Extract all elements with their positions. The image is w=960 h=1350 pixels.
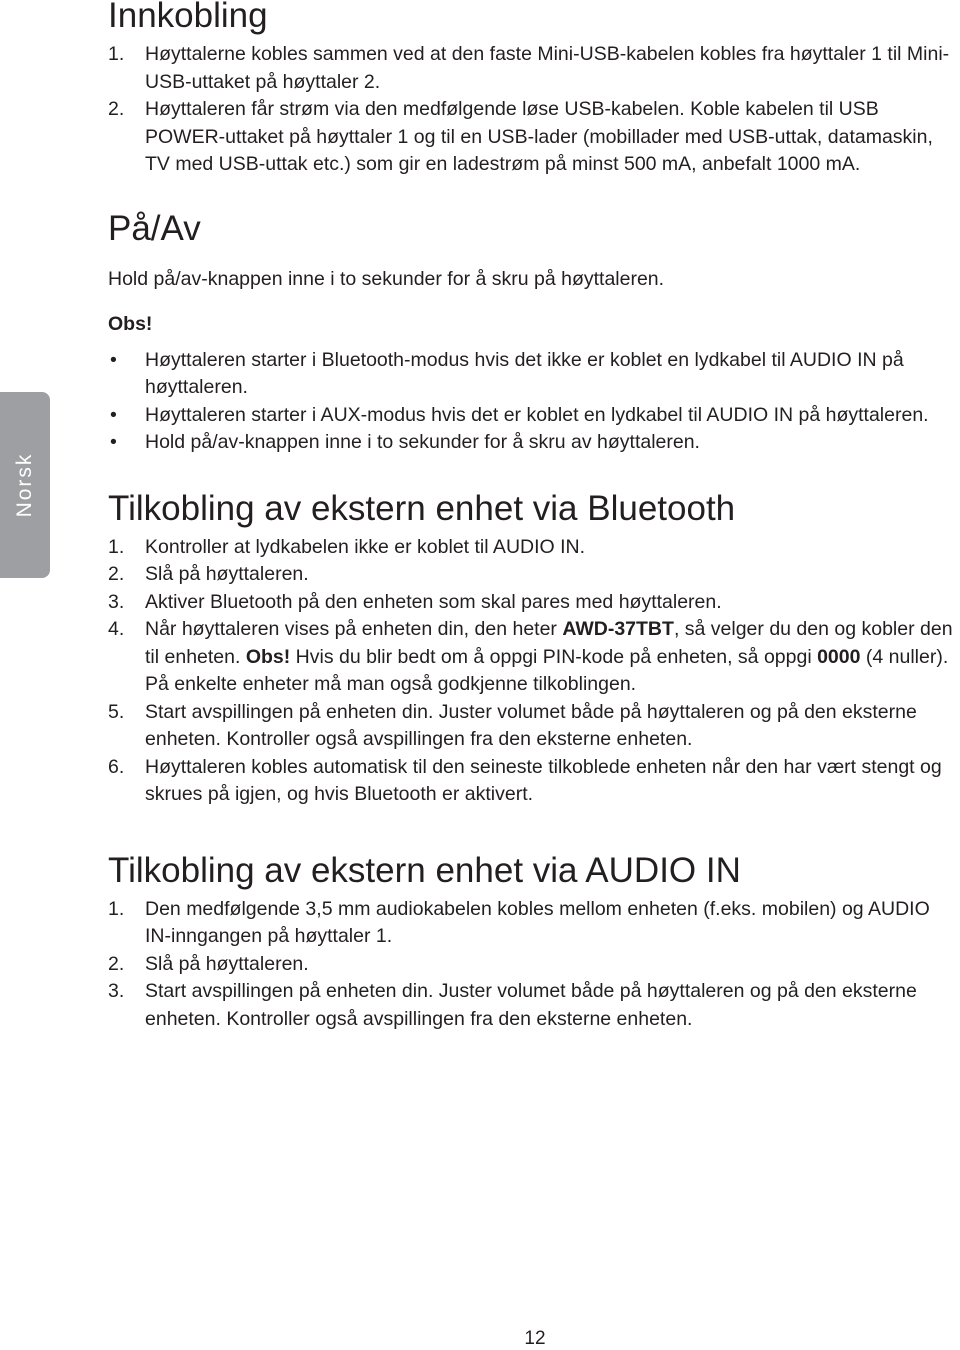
list-item	[108, 699, 960, 754]
list-item-number: 2.	[108, 563, 125, 585]
list-item-number: 4.	[108, 618, 125, 640]
list-item	[108, 754, 960, 809]
list-item-number: 1.	[108, 535, 125, 558]
bullet-text: Høyttaleren starter i Bluetooth-modus hvis det ikke er koblet en lydkabel til AUDIO IN på høyttaleren.	[145, 348, 904, 398]
list-item-number: 6.	[108, 755, 125, 778]
section-title-paav: På/Av	[108, 208, 201, 248]
list-item-number: 3.	[108, 590, 125, 613]
list-item-number: 1.	[108, 43, 125, 65]
list-item-text: , så velger du den og kobler den til enheten.	[145, 618, 953, 668]
list-item-text: Aktiver Bluetooth på den enheten som skal pares med høyttaleren.	[145, 590, 722, 613]
list-item-text: Høyttaleren kobles automatisk til den seineste tilkoblede enheten når den har vært stengt og skrues på igjen, og hvis Bluetooth er aktivert.	[145, 755, 942, 805]
pin-code: 0000	[817, 645, 861, 668]
list-item	[108, 951, 960, 979]
list-item-number: 2.	[108, 952, 125, 975]
list-item-text: Start avspillingen på enheten din. Juster volumet både på høyttaleren og på den eksterne enheten. Kontroller også avspillingen fra den eksterne enheten.	[145, 700, 917, 750]
list-item-text: (4 nuller). På enkelte enheter må man også godkjenne tilkoblingen.	[145, 645, 949, 695]
bullet-icon: •	[110, 348, 117, 371]
bullet-icon: •	[110, 403, 117, 426]
list-item-text: Start avspillingen på enheten din. Juster volumet både på høyttaleren og på den eksterne enheten. Kontroller også avspillingen fra den eksterne enheten.	[145, 980, 917, 1030]
section-title-innkobling: Innkobling	[108, 0, 268, 35]
list-item-number: 1.	[108, 897, 125, 920]
list-item-text: Høyttalerne kobles sammen ved at den faste Mini-USB-kabelen kobles fra høyttaler 1 til Mini-USB-uttaket på høyttaler 2.	[145, 43, 950, 93]
bullet-item	[108, 429, 960, 457]
list-item	[108, 561, 960, 589]
audio-in-list	[108, 896, 960, 1034]
bullet-text: Høyttaleren starter i AUX-modus hvis det er koblet en lydkabel til AUDIO IN på høyttaleren.	[145, 403, 929, 426]
innkobling-list	[108, 41, 960, 179]
list-item	[108, 896, 960, 951]
bullet-icon: •	[110, 431, 117, 453]
list-item-number: 3.	[108, 980, 125, 1002]
language-tab-label: Norsk	[13, 452, 36, 518]
bullet-item	[108, 347, 960, 402]
section-title-audio-in: Tilkobling av ekstern enhet via AUDIO IN	[108, 850, 741, 890]
obs-label: Obs!	[108, 313, 153, 335]
list-item-text: Slå på høyttaleren.	[145, 563, 309, 585]
bullet-text: Hold på/av-knappen inne i to sekunder for å skru av høyttaleren.	[145, 431, 700, 453]
bullet-item	[108, 402, 960, 430]
language-tab	[0, 392, 50, 578]
list-item	[108, 616, 960, 699]
list-item-text: Når høyttaleren vises på enheten din, den heter	[145, 618, 563, 640]
list-item-number: 5.	[108, 700, 125, 723]
page-content	[108, 0, 960, 1033]
list-item-text: Kontroller at lydkabelen ikke er koblet til AUDIO IN.	[145, 535, 586, 558]
list-item-text: Slå på høyttaleren.	[145, 952, 309, 975]
list-item-text: Høyttaleren får strøm via den medfølgende løse USB-kabelen. Koble kabelen til USB POWER-uttaket på høyttaler 1 og til en USB-lader (mobillader med USB-uttak, datamaskin, TV med USB-uttak etc.) som gir en ladestrøm på minst 500 mA, anbefalt 1000 mA.	[145, 98, 933, 175]
list-item	[108, 589, 960, 617]
list-item	[108, 534, 960, 562]
list-item	[108, 41, 960, 96]
obs-bullet-list	[108, 347, 960, 457]
list-item-number: 2.	[108, 98, 125, 120]
list-item	[108, 96, 960, 179]
obs-inline-label: Obs!	[245, 645, 291, 668]
device-name: AWD-37TBT	[562, 618, 674, 640]
paav-instruction: Hold på/av-knappen inne i to sekunder for å skru på høyttaleren.	[108, 267, 665, 290]
page-number: 12	[524, 1328, 546, 1349]
bluetooth-list	[108, 534, 960, 809]
list-item-text: Hvis du blir bedt om å oppgi PIN-kode på enheten, så oppgi	[290, 645, 818, 668]
list-item	[108, 978, 960, 1033]
section-title-bluetooth: Tilkobling av ekstern enhet via Bluetooth	[108, 488, 736, 528]
list-item-text: Den medfølgende 3,5 mm audiokabelen kobles mellom enheten (f.eks. mobilen) og AUDIO IN-inngangen på høyttaler 1.	[145, 897, 930, 947]
